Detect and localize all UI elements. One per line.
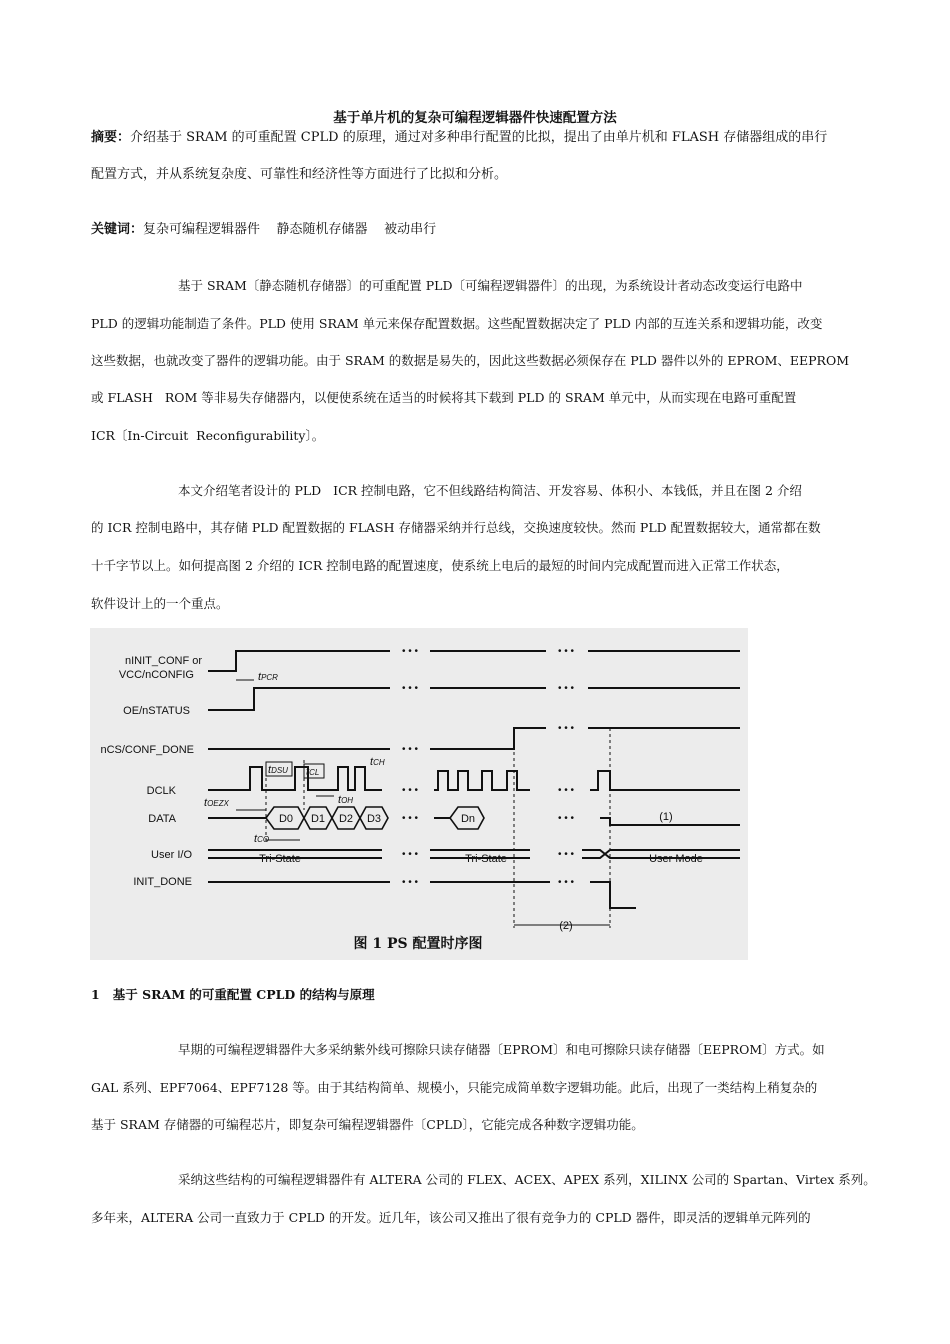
label-nconfig-1: nINIT_CONF or bbox=[124, 655, 202, 667]
t-ch-label: tCH bbox=[370, 756, 385, 768]
tri-state-label-2: Tri-State bbox=[465, 853, 507, 865]
t-cl-label: tCL bbox=[306, 766, 320, 778]
p1-line-3: 这些数据，也就改变了器件的逻辑功能。由于 SRAM 的数据是易失的，因此这些数据必须保存在 PLD 器件以外的 EPROM、EEPROM bbox=[91, 353, 850, 368]
p4-line-2: 多年来，ALTERA 公司一直致力于 CPLD 的开发。近几年，该公司又推出了很有竞争力的 CPLD 器件，即灵活的逻辑单元阵列的 bbox=[91, 1210, 811, 1225]
page-title: 基于单片机的复杂可编程逻辑器件快速配置方法 bbox=[333, 110, 617, 126]
ellipsis-3: • • • bbox=[401, 683, 419, 694]
ellipsis-6: • • • bbox=[557, 723, 575, 734]
ellipsis-1: • • • bbox=[401, 646, 419, 657]
keywords-label: 关键词： bbox=[91, 222, 144, 237]
note-2-label: (2) bbox=[559, 920, 573, 932]
label-dclk: DCLK bbox=[146, 785, 176, 797]
t-co-label: tCO bbox=[254, 833, 270, 845]
p2-line-1: 本文介绍笔者设计的 PLD ICR 控制电路，它不但线路结构简洁、开发容易、体积小、本钱低，并且在图 2 介绍 bbox=[178, 483, 802, 498]
conf-done-waveform-seg2 bbox=[430, 728, 546, 749]
ellipsis-14: • • • bbox=[557, 877, 575, 888]
timing-diagram-figure bbox=[90, 628, 748, 960]
ellipsis-8: • • • bbox=[557, 785, 575, 796]
ellipsis-5: • • • bbox=[401, 744, 419, 755]
ellipsis-11: • • • bbox=[401, 849, 419, 860]
nconfig-waveform bbox=[208, 651, 390, 671]
t-dsu-label: tDSU bbox=[268, 764, 288, 776]
dclk-waveform-seg3 bbox=[590, 771, 740, 790]
data-bit-d1: D1 bbox=[310, 813, 326, 825]
keywords-line bbox=[91, 222, 436, 238]
t-oh-label: tOH bbox=[338, 794, 354, 806]
dclk-waveform-seg2 bbox=[434, 771, 530, 790]
p2-line-2: 的 ICR 控制电路中，其存储 PLD 配置数据的 FLASH 存储器采纳并行总线，交换速度较快。然而 PLD 配置数据较大，通常都在数 bbox=[91, 520, 821, 535]
p3-line-1: 早期的可编程逻辑器件大多采纳紫外线可擦除只读存储器〔EPROM〕和电可擦除只读存储器〔EEPROM〕方式。如 bbox=[178, 1042, 825, 1057]
label-conf-done: nCS/CONF_DONE bbox=[100, 744, 194, 756]
data-bit-d2: D2 bbox=[338, 813, 354, 825]
p3-line-3: 基于 SRAM 存储器的可编程芯片，即复杂可编程逻辑器件〔CPLD〕，它能完成各种数字逻辑功能。 bbox=[91, 1117, 644, 1132]
p1-line-4: 或 FLASH ROM 等非易失存储器内，以便使系统在适当的时候将其下载到 PLD 的 SRAM 单元中，从而实现在电路可重配置 bbox=[91, 390, 797, 405]
abstract-text-1: 介绍基于 SRAM 的可重配置 CPLD 的原理，通过对多种串行配置的比拟，提出了由单片机和 FLASH 存储器组成的串行 bbox=[130, 130, 828, 145]
nstatus-waveform bbox=[208, 688, 390, 710]
data-bit-d0: D0 bbox=[278, 813, 294, 825]
keywords-text: 复杂可编程逻辑器件 静态随机存储器 被动串行 bbox=[143, 222, 437, 237]
ellipsis-12: • • • bbox=[557, 849, 575, 860]
note-1-label: (1) bbox=[659, 811, 673, 823]
p1-line-1: 基于 SRAM〔静态随机存储器〕的可重配置 PLD〔可编程逻辑器件〕的出现，为系统设计者动态改变运行电路中 bbox=[178, 278, 803, 293]
ellipsis-4: • • • bbox=[557, 683, 575, 694]
p3-line-2: GAL 系列、EPF7064、EPF7128 等。由于其结构简单、规模小，只能完成简单数字逻辑功能。此后，出现了一类结构上稍复杂的 bbox=[91, 1080, 818, 1095]
p1-line-2: PLD 的逻辑功能制造了条件。PLD 使用 SRAM 单元来保存配置数据。这些配置数据决定了 PLD 内部的互连关系和逻辑功能，改变 bbox=[91, 316, 823, 331]
data-bit-d3: D3 bbox=[366, 813, 382, 825]
tri-state-label-1: Tri-State bbox=[259, 853, 301, 865]
ellipsis-7: • • • bbox=[401, 785, 419, 796]
p2-line-4: 软件设计上的一个重点。 bbox=[91, 596, 229, 611]
abstract-label: 摘要： bbox=[91, 130, 131, 145]
data-bit-dn: Dn bbox=[460, 813, 476, 825]
ellipsis-10: • • • bbox=[557, 813, 575, 824]
p4-line-1: 采纳这些结构的可编程逻辑器件有 ALTERA 公司的 FLEX、ACEX、APEX 系列，XILINX 公司的 Spartan、Virtex 系列。 bbox=[178, 1172, 876, 1187]
abstract-line-1 bbox=[91, 130, 827, 146]
dclk-waveform bbox=[208, 767, 382, 790]
t-pcr-label: tPCR bbox=[258, 671, 278, 683]
label-nconfig-2: VCC/nCONFIG bbox=[118, 669, 194, 681]
ellipsis-2: • • • bbox=[557, 646, 575, 657]
t-oezx-label: tOEZX bbox=[204, 797, 229, 809]
abstract-line-2: 配置方式，并从系统复杂度、可靠性和经济性等方面进行了比拟和分析。 bbox=[91, 167, 508, 182]
label-data: DATA bbox=[148, 813, 176, 825]
section-1-heading: 1 基于 SRAM 的可重配置 CPLD 的结构与原理 bbox=[91, 987, 375, 1002]
label-nstatus: OE/nSTATUS bbox=[123, 705, 190, 717]
ellipsis-13: • • • bbox=[401, 877, 419, 888]
p1-line-5: ICR〔In-Circuit Reconfigurability〕。 bbox=[91, 428, 325, 443]
init-done-waveform-seg3 bbox=[590, 882, 636, 908]
p2-line-3: 十千字节以上。如何提高图 2 介绍的 ICR 控制电路的配置速度，使系统上电后的最短的时间内完成配置而进入正常工作状态， bbox=[91, 558, 789, 573]
label-user-io: User I/O bbox=[151, 849, 192, 861]
user-mode-label: User Mode bbox=[649, 853, 703, 865]
figure-caption: 图 1 PS 配置时序图 bbox=[353, 936, 483, 952]
ellipsis-9: • • • bbox=[401, 813, 419, 824]
label-init-done: INIT_DONE bbox=[133, 876, 192, 888]
